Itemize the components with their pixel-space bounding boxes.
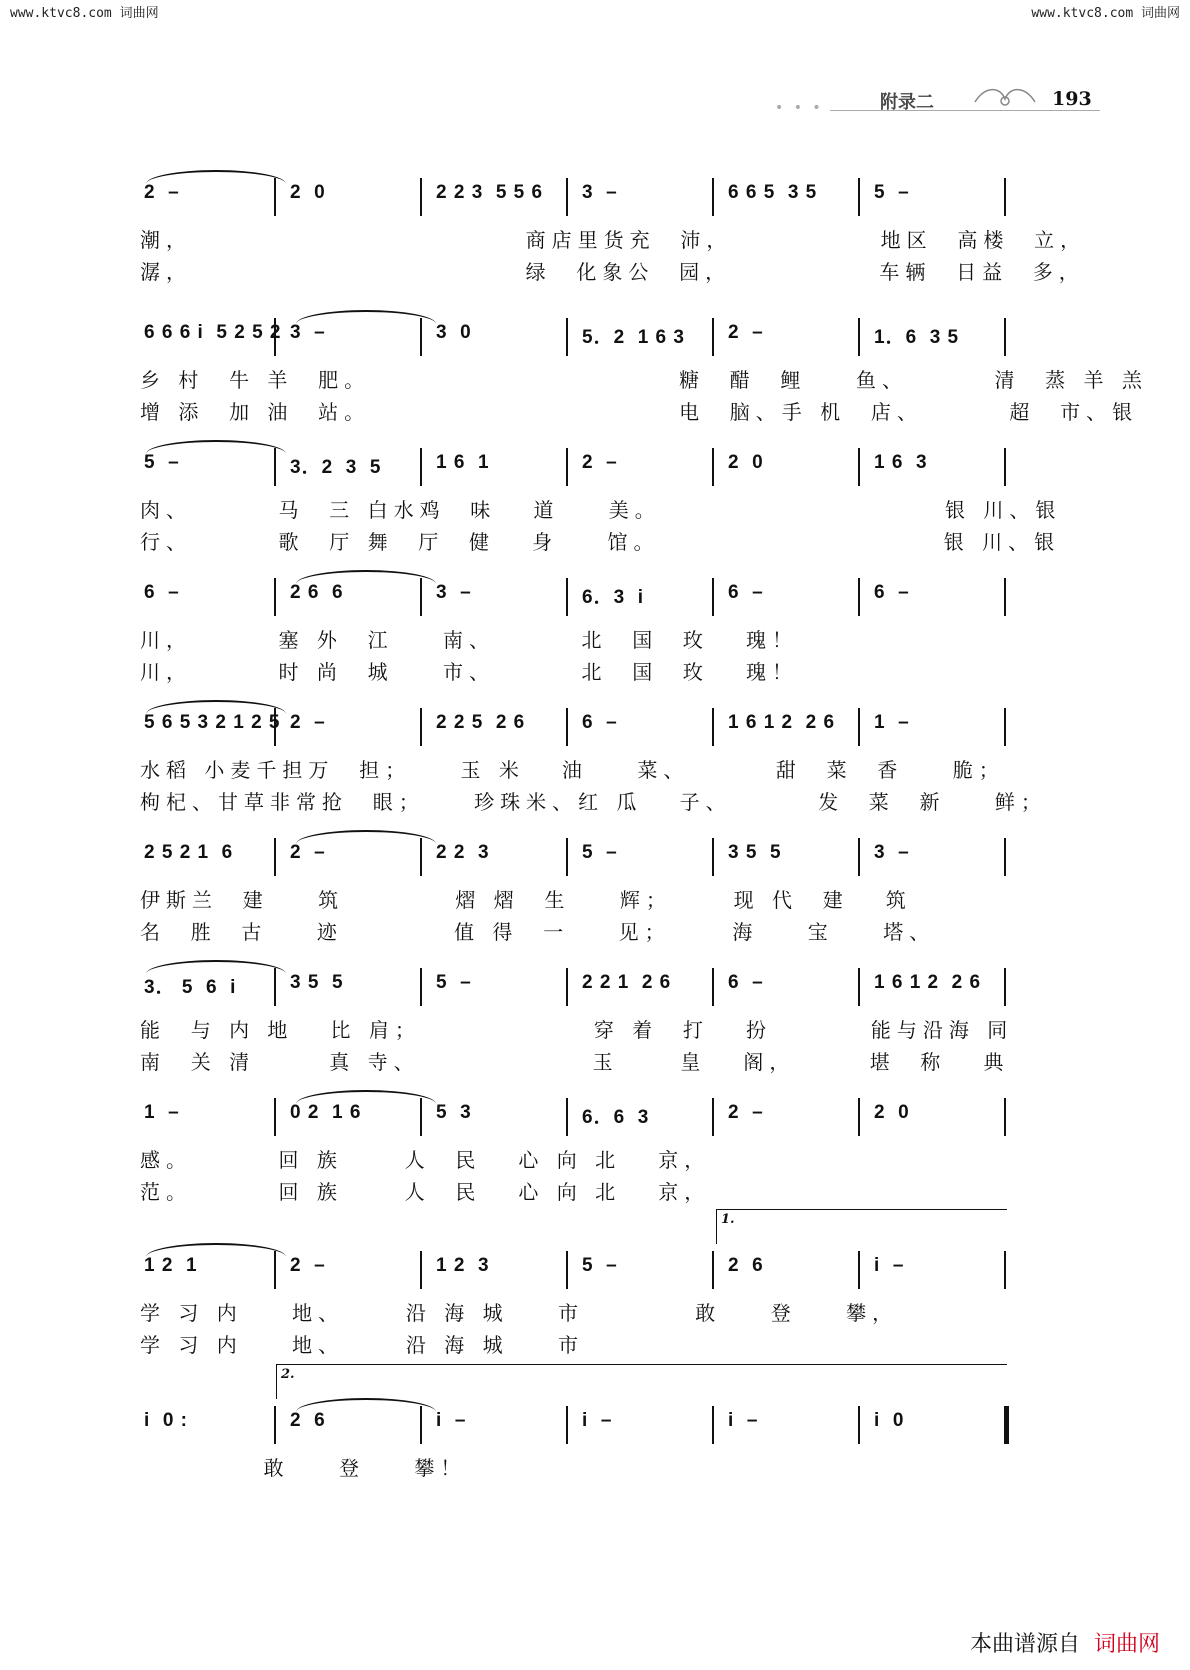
lyric-verse-1: 敢 登 攀！ (140, 1456, 467, 1480)
page-number: 193 (1052, 88, 1092, 110)
footer-brand: 词曲网 (1093, 1632, 1160, 1657)
barline (858, 1251, 860, 1289)
measure (428, 702, 574, 746)
measure-notes: 1 2 1 (144, 1255, 198, 1276)
barline (1004, 838, 1006, 876)
score-line (136, 832, 1076, 942)
measure-notes: 6 – (874, 582, 910, 603)
lyric-verse-2: 学 习 内 地、 沿 海 城 市 (140, 1333, 585, 1357)
barline (1004, 1098, 1006, 1136)
measure (428, 832, 574, 876)
footer-source-label: 本曲谱源自 (969, 1632, 1080, 1657)
score-line (136, 442, 1076, 552)
barline (858, 318, 860, 356)
measure (428, 312, 574, 356)
measure-notes: 2 0 (874, 1102, 910, 1123)
barline (420, 1251, 422, 1289)
measure-notes: 6．3 i (582, 587, 644, 608)
measure (866, 312, 1012, 356)
measure-notes: 2 – (290, 842, 326, 863)
header-dots: • • • (775, 100, 824, 116)
measure (574, 1092, 720, 1136)
measure-notes: 5 – (582, 842, 618, 863)
measure-notes: 2 – (582, 452, 618, 473)
barline (712, 708, 714, 746)
lyric-verse-1: 水稻 小麦千担万 担； 玉 米 油 菜、 甜 菜 香 脆； (140, 758, 1005, 782)
measure (282, 962, 428, 1006)
barline (1004, 968, 1006, 1006)
measure-notes: 3 – (874, 842, 910, 863)
measure (866, 1092, 1012, 1136)
measure-notes: i – (582, 1410, 613, 1431)
barline (420, 448, 422, 486)
measure (282, 172, 428, 216)
barline (1004, 578, 1006, 616)
measure (866, 962, 1012, 1006)
measure-notes: 1 6 1 2 2 6 (874, 972, 982, 993)
measure-notes: i – (436, 1410, 467, 1431)
measure (720, 962, 866, 1006)
measure-notes: 2 6 (290, 1410, 326, 1431)
score-line (136, 702, 1076, 812)
measure (428, 1092, 574, 1136)
measure (574, 442, 720, 486)
measure (282, 1245, 428, 1289)
measure-notes: 1 6 1 (436, 452, 490, 473)
barline (858, 838, 860, 876)
volta-number: 2. (281, 1367, 295, 1382)
measure-notes: 3 – (436, 582, 472, 603)
lyric-verse-2: 范。 回 族 人 民 心 向 北 京， (140, 1180, 711, 1204)
measure-notes: 5 – (582, 1255, 618, 1276)
barline (858, 708, 860, 746)
footer-credit (970, 1627, 1160, 1658)
measure (428, 172, 574, 216)
measure-notes: 2 0 (290, 182, 326, 203)
volta-bracket-first (716, 1209, 1007, 1244)
measure-notes: 2 – (144, 182, 180, 203)
measure (428, 1245, 574, 1289)
measure-notes: 1．6 3 5 (874, 327, 960, 348)
measure (574, 1400, 720, 1444)
measure (574, 172, 720, 216)
lyric-verse-2: 增 添 加 油 站。 电 脑、手 机 店、 超 市、银 (140, 400, 1139, 424)
measure (866, 1400, 1012, 1444)
score-line (136, 312, 1148, 424)
measure-notes: 2 – (290, 712, 326, 733)
watermark-right: www.ktvc8.com 词曲网 (1031, 6, 1180, 21)
volta-bracket-second (276, 1364, 1007, 1399)
measure-notes: 6．6 3 (582, 1107, 650, 1128)
barline (858, 1406, 860, 1444)
measure-notes: 6 – (144, 582, 180, 603)
barline (566, 1251, 568, 1289)
barline (566, 708, 568, 746)
measure-notes: 2 2 5 2 6 (436, 712, 526, 733)
measure (136, 312, 282, 356)
measure-notes: 3 5 5 (290, 972, 344, 993)
measure-notes: 5 – (144, 452, 180, 473)
measure (136, 1400, 282, 1444)
barline (566, 448, 568, 486)
measure-notes: 2 0 (728, 452, 764, 473)
barline (566, 838, 568, 876)
measure (428, 572, 574, 616)
barline (712, 1251, 714, 1289)
measure (866, 1245, 1012, 1289)
lyric-verse-2: 潺， 绿 化象公 园， 车辆 日益 多， (140, 260, 1085, 284)
barline (712, 578, 714, 616)
measure-notes: 6 6 6 i 5 2 5 2 (144, 322, 282, 343)
measure (720, 442, 866, 486)
measure-notes: 2 6 (728, 1255, 764, 1276)
barline (858, 1098, 860, 1136)
measure-notes: 5 3 (436, 1102, 472, 1123)
measure-notes: 2 2 3 (436, 842, 490, 863)
barline (1004, 708, 1006, 746)
measure-notes: 2 2 3 5 5 6 (436, 182, 544, 203)
barline (858, 448, 860, 486)
measure-notes: 3 – (582, 182, 618, 203)
score-line (136, 1367, 1076, 1510)
measure-notes: 5 6 5 3 2 1 2 5 (144, 712, 281, 733)
barline (712, 968, 714, 1006)
barline (566, 968, 568, 1006)
measure-notes: 6 – (582, 712, 618, 733)
barline (1004, 448, 1006, 486)
measure (720, 1245, 866, 1289)
lyric-verse-1: 伊斯兰 建 筑 熠 熠 生 辉； 现 代 建 筑 (140, 888, 912, 912)
barline (566, 578, 568, 616)
measure (428, 1400, 574, 1444)
measure (136, 1092, 282, 1136)
measure (720, 1092, 866, 1136)
barline (420, 708, 422, 746)
measure-notes: 2 – (728, 322, 764, 343)
barline (566, 318, 568, 356)
barline (274, 318, 276, 356)
lyric-verse-2: 枸杞、甘草非常抢 眼； 珍珠米、红 瓜 子、 发 菜 新 鲜； (140, 790, 1047, 814)
barline (858, 178, 860, 216)
page-header (820, 88, 1092, 118)
score-line (136, 962, 1076, 1072)
measure (720, 832, 866, 876)
barline (566, 178, 568, 216)
measure-notes: 3 0 (436, 322, 472, 343)
measure (136, 572, 282, 616)
barline (712, 318, 714, 356)
measure-notes: 0 2 1 6 (290, 1102, 362, 1123)
measure (574, 702, 720, 746)
score-line (136, 572, 1076, 682)
barline (712, 448, 714, 486)
lyric-verse-2: 川， 时 尚 城 市、 北 国 玫 瑰！ (140, 660, 799, 684)
measure (282, 702, 428, 746)
barline (566, 1098, 568, 1136)
measure (720, 702, 866, 746)
measure (282, 442, 428, 486)
measure-notes: i 0 : (144, 1410, 189, 1431)
measure (866, 832, 1012, 876)
measure-notes: 5 – (436, 972, 472, 993)
measure (574, 962, 720, 1006)
measure (720, 1400, 866, 1444)
measure (720, 172, 866, 216)
measure (866, 572, 1012, 616)
header-rule (830, 110, 1100, 111)
barline (1004, 178, 1006, 216)
measure-notes: 3．2 3 5 (290, 457, 382, 478)
measure (428, 962, 574, 1006)
section-label: 附录二 (880, 92, 934, 113)
measure-notes: 1 6 1 2 2 6 (728, 712, 836, 733)
measure-notes: i 0 (874, 1410, 905, 1431)
measure-notes: i – (874, 1255, 905, 1276)
measure (866, 442, 1012, 486)
volta-number: 1. (721, 1212, 735, 1227)
score-line (136, 1092, 1076, 1202)
barline (274, 1406, 276, 1444)
barline (712, 1098, 714, 1136)
barline (420, 968, 422, 1006)
measure (428, 442, 574, 486)
measure-notes: 1 – (144, 1102, 180, 1123)
barline (858, 968, 860, 1006)
measure (720, 312, 866, 356)
measure (866, 702, 1012, 746)
barline (1004, 318, 1006, 356)
measure-notes: 2 – (728, 1102, 764, 1123)
measure (574, 832, 720, 876)
barline (274, 1098, 276, 1136)
score-line (136, 1212, 1076, 1357)
watermark-left: www.ktvc8.com 词曲网 (10, 6, 159, 21)
measure-notes: 2 – (290, 1255, 326, 1276)
barline (712, 178, 714, 216)
lyric-verse-1: 肉、 马 三 白水鸡 味 道 美。 银 川、银 (140, 498, 1062, 522)
ornament-icon (970, 84, 1040, 114)
measure (574, 572, 720, 616)
lyric-verse-1: 能 与 内 地 比 肩； 穿 着 打 扮 能与沿海 同 (140, 1018, 1014, 1042)
lyric-verse-1: 学 习 内 地、 沿 海 城 市 敢 登 攀， (140, 1301, 899, 1325)
barline (566, 1406, 568, 1444)
barline (274, 578, 276, 616)
measure-notes: 5．2 1 6 3 (582, 327, 685, 348)
lyric-verse-1: 潮， 商店里货充 沛， 地区 高楼 立， (140, 228, 1087, 252)
measure-notes: 2 6 6 (290, 582, 344, 603)
measure-notes: 3 5 5 (728, 842, 782, 863)
measure-notes: 1 – (874, 712, 910, 733)
measure-notes: 3． 5 6 i (144, 977, 237, 998)
measure (866, 172, 1012, 216)
barline (1004, 1251, 1006, 1289)
measure-notes: 6 – (728, 582, 764, 603)
measure (574, 1245, 720, 1289)
measure-notes: 3 – (290, 322, 326, 343)
lyric-verse-2: 行、 歌 厅 舞 厅 健 身 馆。 银 川、银 (140, 530, 1061, 554)
measure (136, 832, 282, 876)
measure-notes: 2 5 2 1 6 (144, 842, 234, 863)
measure (574, 312, 720, 356)
lyric-verse-2: 南 关 清 真 寺、 玉 皇 阁， 堪 称 典 (140, 1050, 1010, 1074)
lyric-verse-1: 感。 回 族 人 民 心 向 北 京， (140, 1148, 711, 1172)
barline (420, 178, 422, 216)
measure-notes: 1 6 3 (874, 452, 928, 473)
measure (720, 572, 866, 616)
barline (1004, 1406, 1009, 1444)
measure-notes: 2 2 1 2 6 (582, 972, 672, 993)
barline (858, 578, 860, 616)
measure-notes: 6 – (728, 972, 764, 993)
measure-notes: 5 – (874, 182, 910, 203)
lyric-verse-2: 名 胜 古 迹 值 得 一 见； 海 宝 塔、 (140, 920, 936, 944)
lyric-verse-1: 乡 村 牛 羊 肥。 糖 醋 鲤 鱼、 清 蒸 羊 羔 (140, 368, 1148, 392)
barline (712, 838, 714, 876)
measure-notes: 6 6 5 3 5 (728, 182, 818, 203)
barline (274, 838, 276, 876)
measure-notes: i – (728, 1410, 759, 1431)
barline (712, 1406, 714, 1444)
score-line (136, 172, 1087, 284)
lyric-verse-1: 川， 塞 外 江 南、 北 国 玫 瑰！ (140, 628, 799, 652)
measure-notes: 1 2 3 (436, 1255, 490, 1276)
